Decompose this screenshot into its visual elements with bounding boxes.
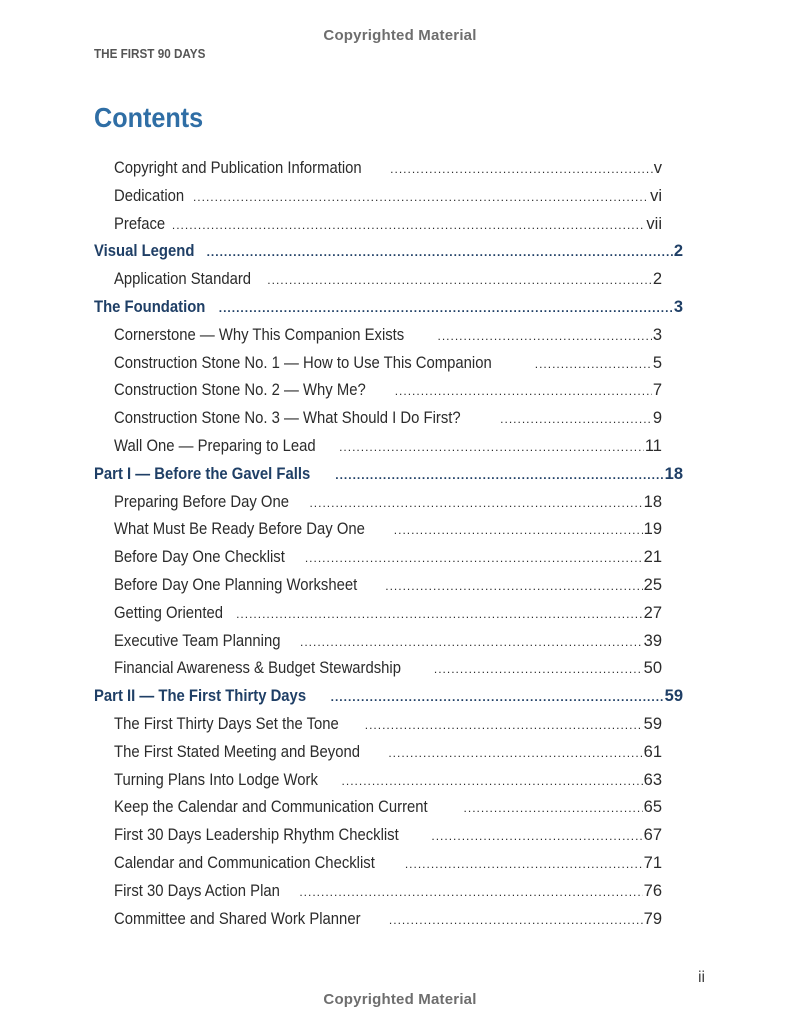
toc-entry [114, 600, 662, 626]
toc-entry-page: 76 [643, 881, 662, 900]
toc-dot-leader [431, 823, 642, 849]
copyright-watermark-bottom: Copyrighted Material [323, 991, 477, 1008]
toc-entry-page: 5 [652, 353, 662, 372]
toc-entry-title: Preface [114, 214, 166, 233]
toc-entry-title: Before Day One Checklist [114, 548, 285, 567]
toc-entry [114, 433, 662, 459]
page-number: ii [698, 969, 706, 986]
toc-entry-page: 65 [643, 798, 662, 817]
toc-entry-page: 39 [643, 631, 662, 650]
toc-entry [114, 155, 662, 181]
toc-entry-title: Calendar and Communication Checklist [114, 854, 375, 872]
toc-entry-page: 61 [643, 742, 662, 761]
toc-dot-leader [437, 323, 651, 349]
toc-dot-leader [365, 712, 643, 738]
toc-entry-title: Construction Stone No. 1 — How to Use This Companion [114, 353, 492, 372]
toc-entry-title: Construction Stone No. 2 — Why Me? [114, 381, 366, 400]
toc-entry-page: 27 [643, 603, 662, 622]
toc-entry-title: The First Thirty Days Set the Tone [114, 715, 339, 733]
toc-dot-leader [385, 573, 642, 599]
toc-dot-leader [207, 239, 673, 265]
toc-entry-page: vii [646, 214, 662, 233]
toc-entry-title: What Must Be Ready Before Day One [114, 520, 365, 539]
toc-entry-page: 11 [644, 437, 662, 455]
toc-dot-leader [300, 629, 643, 655]
toc-dot-leader [434, 656, 643, 682]
toc-entry-title: Getting Oriented [114, 603, 223, 622]
toc-dot-leader [405, 851, 643, 877]
toc-entry-title: Construction Stone No. 3 — What Should I Do First? [114, 409, 461, 428]
toc-dot-leader [339, 434, 644, 460]
toc-dot-leader [500, 406, 652, 432]
toc-entry [114, 628, 662, 654]
toc-entry-page: 63 [643, 770, 662, 789]
toc-entry-page: 21 [643, 548, 662, 567]
toc-entry-title: Application Standard [114, 270, 252, 289]
toc-entry-page: 25 [643, 576, 662, 594]
toc-entry [114, 489, 662, 515]
toc-entry-title: First 30 Days Action Plan [114, 881, 280, 900]
toc-entry-title: Committee and Shared Work Planner [114, 909, 361, 928]
toc-entry [114, 266, 662, 292]
toc-dot-leader [305, 545, 643, 571]
toc-entry [114, 655, 662, 681]
toc-entry-page: 7 [652, 381, 662, 400]
toc-entry-title: Keep the Calendar and Communication Current [114, 798, 428, 817]
toc-dot-leader [172, 212, 646, 238]
toc-entry-title: Preparing Before Day One [114, 492, 290, 511]
toc-entry [114, 516, 662, 542]
toc-entry [114, 377, 662, 403]
toc-dot-leader [390, 156, 653, 182]
toc-entry-title: Turning Plans Into Lodge Work [114, 770, 318, 789]
toc-entry-page: 71 [643, 854, 662, 872]
contents-title: Contents [94, 102, 204, 133]
toc-dot-leader [299, 879, 642, 905]
toc-dot-leader [267, 267, 652, 293]
toc-entry [114, 850, 662, 876]
toc-entry-page: 59 [643, 715, 662, 733]
toc-entry-page: 3 [673, 298, 683, 316]
toc-entry-title: The Foundation [94, 298, 206, 316]
toc-entry-page: 18 [664, 464, 683, 483]
toc-entry-page: 79 [643, 909, 662, 928]
toc-entry-page: v [653, 159, 662, 177]
toc-entry-page: vi [650, 186, 662, 205]
toc-entry-title: Dedication [114, 186, 185, 205]
toc-part-heading [94, 683, 683, 709]
toc-entry-title: Visual Legend [94, 242, 195, 261]
running-head: THE FIRST 90 DAYS [94, 46, 206, 61]
toc-dot-leader [335, 462, 663, 488]
toc-entry [114, 350, 662, 376]
toc-entry-title: Part II — The First Thirty Days [94, 687, 307, 706]
toc-entry [114, 878, 662, 904]
toc-dot-leader [342, 768, 643, 794]
toc-entry-page: 59 [664, 687, 683, 706]
toc-dot-leader [236, 601, 643, 627]
toc-dot-leader [193, 184, 649, 210]
toc-entry [114, 572, 662, 598]
toc-part-heading [94, 461, 683, 487]
toc-entry [114, 822, 662, 848]
toc-entry [114, 906, 662, 932]
toc-entry-title: Executive Team Planning [114, 631, 281, 650]
toc-entry [114, 183, 662, 209]
toc-entry-page: 50 [643, 659, 662, 678]
toc-entry-title: The First Stated Meeting and Beyond [114, 742, 360, 761]
toc-entry-title: Copyright and Publication Information [114, 159, 362, 177]
toc-dot-leader [309, 490, 642, 516]
toc-entry-title: Part I — Before the Gavel Falls [94, 464, 311, 483]
toc-entry-page: 67 [643, 826, 662, 845]
toc-entry [114, 544, 662, 570]
toc-dot-leader [389, 907, 643, 933]
toc-dot-leader [535, 351, 652, 377]
toc-part-heading [94, 294, 683, 320]
toc-dot-leader [388, 740, 642, 766]
toc-dot-leader [464, 795, 643, 821]
toc-dot-leader [394, 517, 643, 543]
toc-entry-page: 3 [652, 325, 662, 344]
toc-dot-leader [219, 295, 673, 321]
toc-entry-title: Before Day One Planning Worksheet [114, 576, 358, 594]
toc-entry [114, 767, 662, 793]
toc-entry-page: 19 [643, 520, 662, 539]
toc-entry-title: Wall One — Preparing to Lead [114, 437, 316, 455]
toc-entry-title: Cornerstone — Why This Companion Exists [114, 325, 405, 344]
toc-entry [114, 739, 662, 765]
toc-entry-page: 2 [673, 242, 683, 261]
toc-entry [114, 794, 662, 820]
toc-entry-title: Financial Awareness & Budget Stewardship [114, 659, 402, 678]
toc-entry [114, 211, 662, 237]
toc-entry-title: First 30 Days Leadership Rhythm Checklist [114, 826, 399, 845]
copyright-watermark-top: Copyrighted Material [323, 27, 477, 44]
toc-entry [114, 711, 662, 737]
toc-entry-page: 9 [652, 409, 662, 428]
toc-entry [114, 322, 662, 348]
toc-entry-page: 2 [652, 270, 662, 289]
toc-dot-leader [395, 378, 652, 404]
toc-part-heading [94, 238, 683, 264]
toc-entry-page: 18 [643, 492, 662, 511]
toc-entry [114, 405, 662, 431]
toc-dot-leader [331, 684, 664, 710]
